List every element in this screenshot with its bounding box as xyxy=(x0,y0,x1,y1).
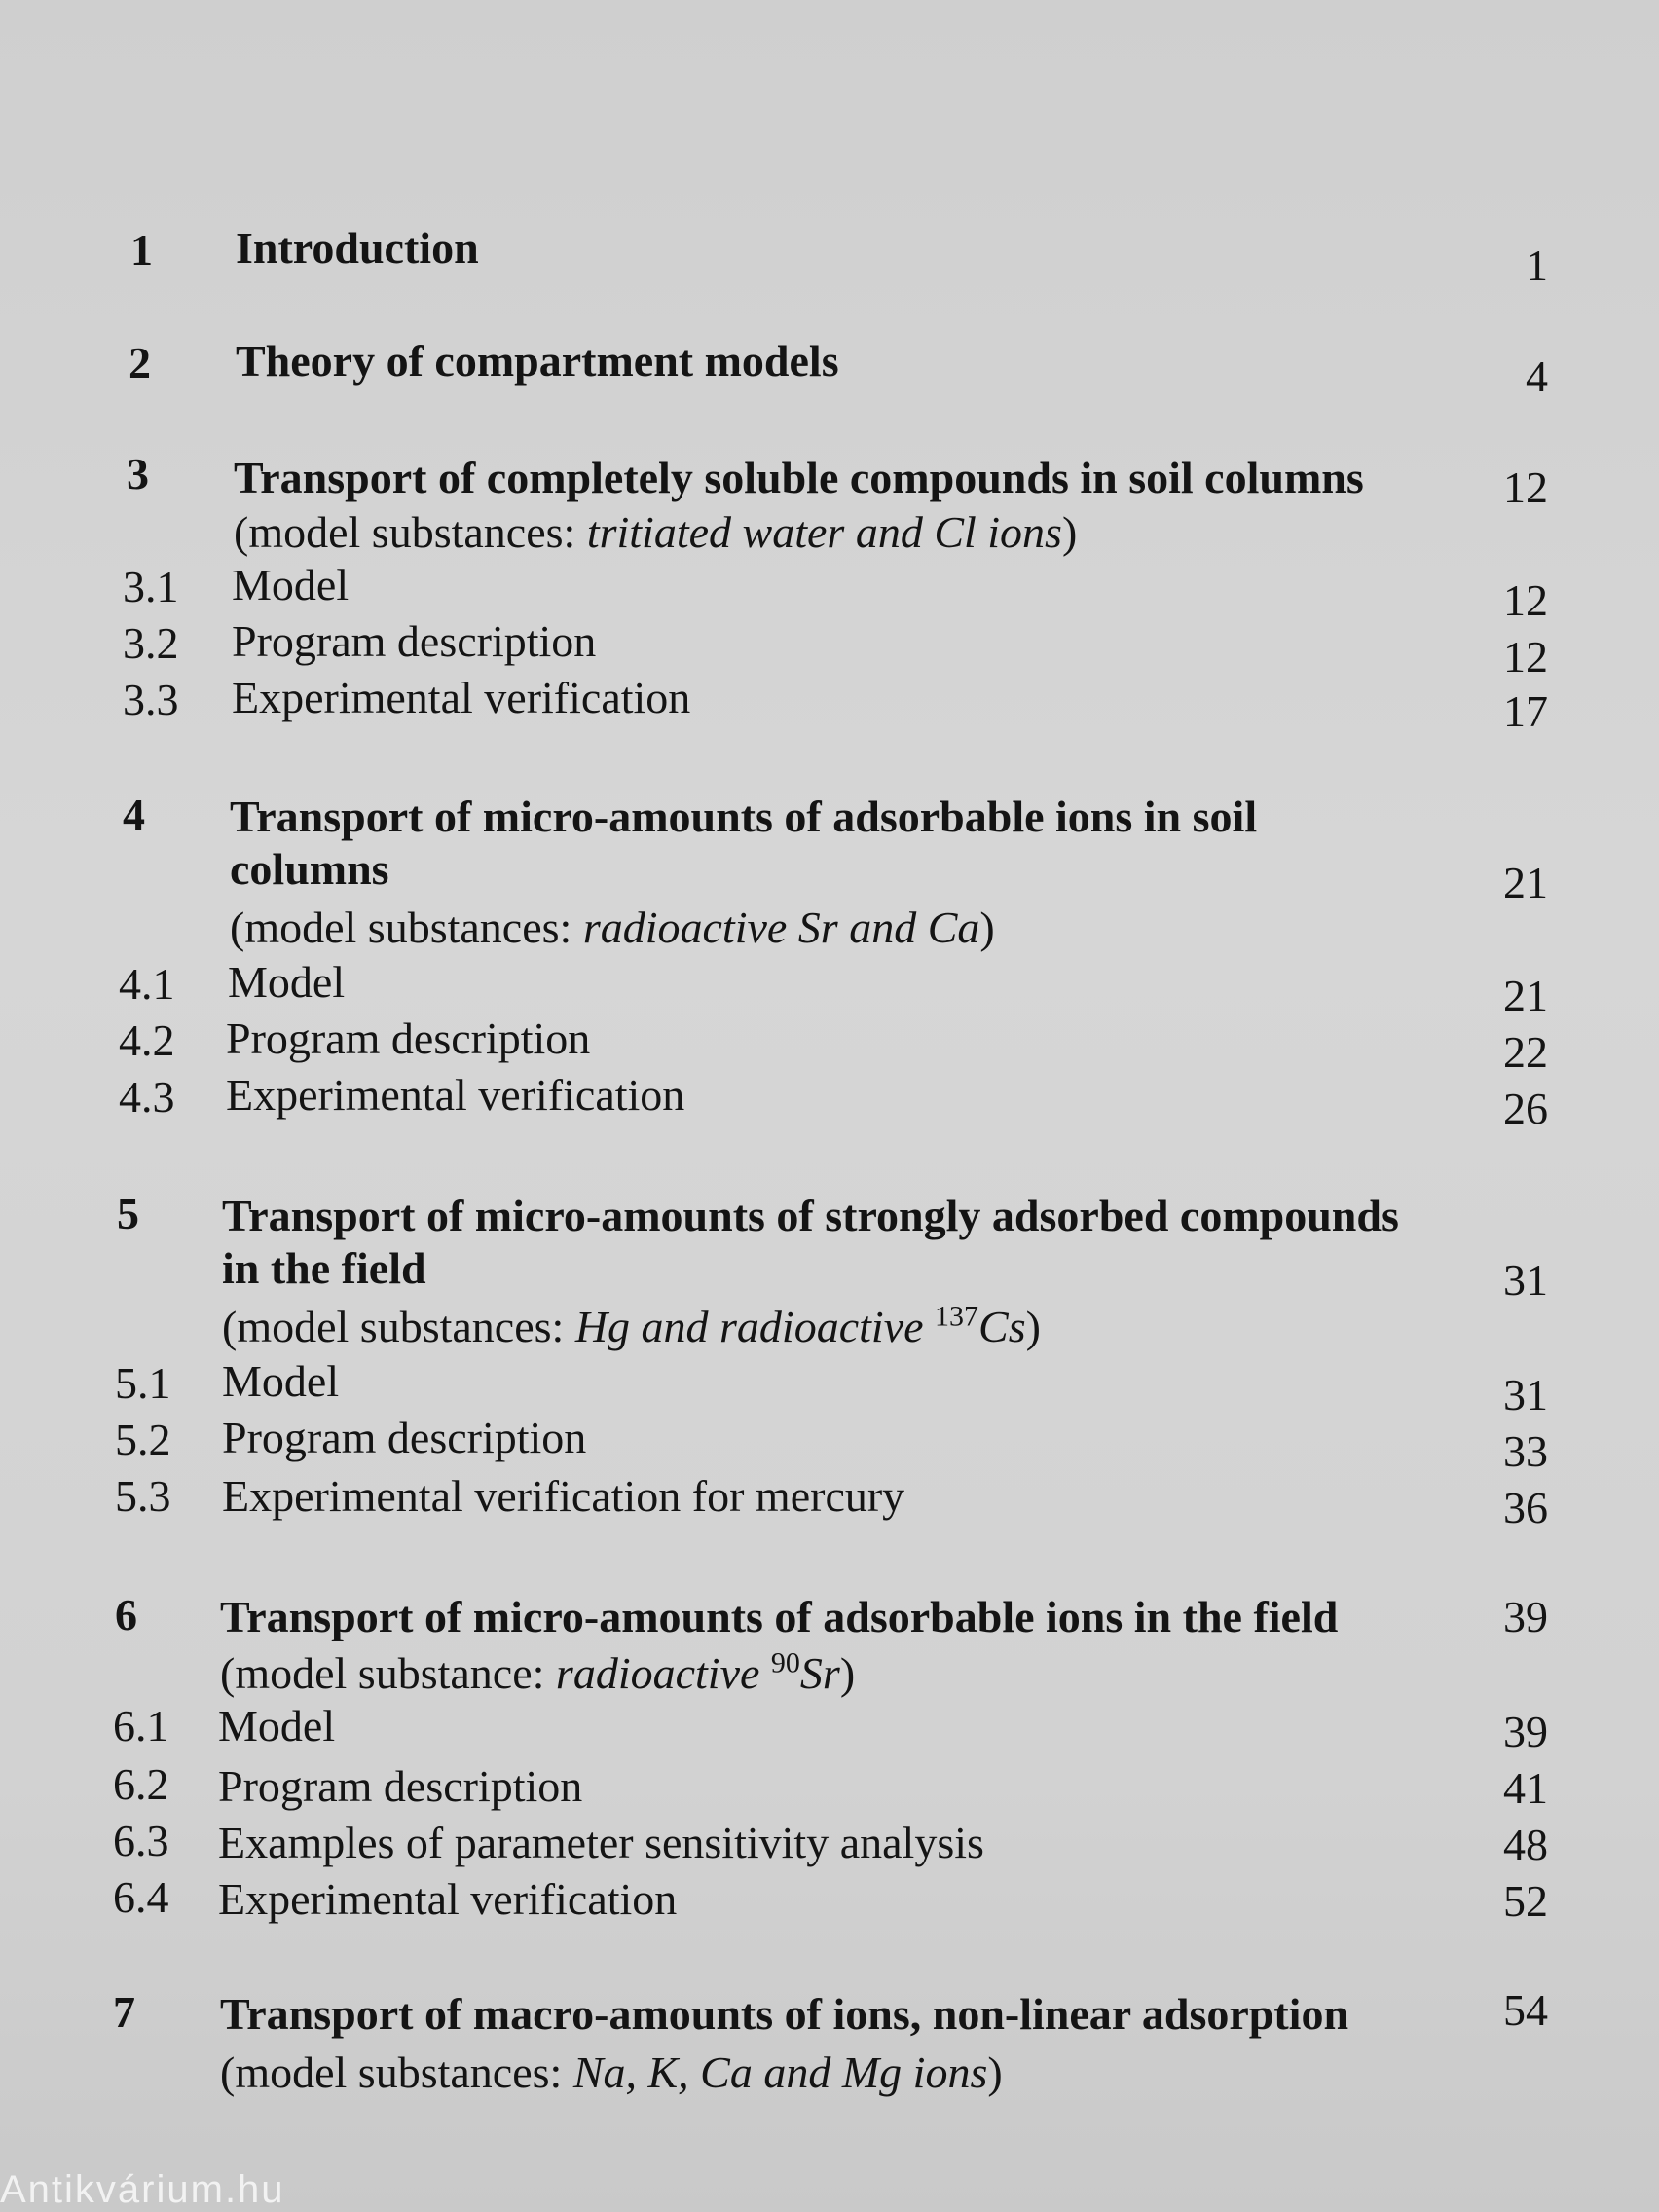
chapter-number: 3 xyxy=(127,449,149,498)
chapter-title-line-1: Transport of micro-amounts of adsorbable ions in soil xyxy=(230,792,1258,841)
page-number: 54 xyxy=(1503,1985,1548,2035)
chapter-subtitle: (model substances: radioactive Sr and Ca) xyxy=(230,903,995,952)
chapter-title-line-1: Transport of micro-amounts of strongly adsorbed compounds xyxy=(222,1191,1399,1240)
section-number: 6.4 xyxy=(113,1872,169,1922)
section-number: 4.1 xyxy=(119,959,175,1009)
section-title: Model xyxy=(222,1356,340,1406)
page-number: 12 xyxy=(1503,575,1548,625)
chapter-number: 4 xyxy=(123,790,145,839)
page-number: 4 xyxy=(1526,351,1548,401)
watermark: Antikvárium.hu xyxy=(0,2168,285,2211)
page-number: 12 xyxy=(1503,632,1548,682)
chapter-number: 1 xyxy=(130,225,153,275)
section-title: Experimental verification xyxy=(218,1874,678,1924)
section-number: 6.1 xyxy=(113,1701,169,1751)
section-title: Experimental verification xyxy=(232,673,691,722)
section-title: Experimental verification for mercury xyxy=(222,1471,905,1521)
chapter-title: Transport of completely soluble compounds in soil columns xyxy=(234,453,1364,502)
page-number: 41 xyxy=(1503,1763,1548,1813)
page-number: 12 xyxy=(1503,462,1548,512)
chapter-title: Introduction xyxy=(236,223,479,273)
section-title: Model xyxy=(232,560,350,609)
page-number: 39 xyxy=(1503,1707,1548,1756)
chapter-subtitle: (model substances: Hg and radioactive $^{137}$Cs) xyxy=(222,1300,1041,1351)
page-number: 21 xyxy=(1503,971,1548,1020)
section-title: Program description xyxy=(232,616,597,666)
chapter-title: Transport of macro-amounts of ions, non-linear adsorption xyxy=(220,1989,1349,2039)
page-number: 22 xyxy=(1503,1027,1548,1077)
section-number: 5.3 xyxy=(115,1471,171,1521)
chapter-number: 2 xyxy=(129,338,151,387)
section-title: Program description xyxy=(226,1014,591,1063)
chapter-title: Transport of micro-amounts of adsorbable ions in the field xyxy=(220,1592,1339,1641)
section-title: Program description xyxy=(222,1413,587,1462)
page-number: 26 xyxy=(1503,1084,1548,1133)
chapter-number: 7 xyxy=(113,1987,135,2037)
section-title: Model xyxy=(228,957,346,1007)
chapter-number: 5 xyxy=(117,1189,139,1238)
section-number: 6.3 xyxy=(113,1816,169,1865)
section-number: 6.2 xyxy=(113,1759,169,1809)
section-number: 3.3 xyxy=(123,675,179,724)
section-number: 3.2 xyxy=(123,618,179,668)
section-number: 5.2 xyxy=(115,1415,171,1464)
page-number: 17 xyxy=(1503,686,1548,736)
page-number: 1 xyxy=(1526,240,1548,290)
section-title: Experimental verification xyxy=(226,1070,685,1120)
section-title: Examples of parameter sensitivity analysis xyxy=(218,1818,984,1867)
section-number: 4.3 xyxy=(119,1072,175,1122)
chapter-title: Theory of compartment models xyxy=(236,336,839,386)
page-number: 33 xyxy=(1503,1426,1548,1476)
page-number: 39 xyxy=(1503,1592,1548,1641)
page-number: 48 xyxy=(1503,1820,1548,1869)
page-number: 31 xyxy=(1503,1255,1548,1305)
page-number: 21 xyxy=(1503,858,1548,907)
section-number: 5.1 xyxy=(115,1358,171,1408)
page-number: 52 xyxy=(1503,1876,1548,1926)
section-title: Program description xyxy=(218,1761,583,1811)
page-number: 31 xyxy=(1503,1370,1548,1419)
chapter-title-line-2: columns xyxy=(230,844,389,894)
chapter-title-line-2: in the field xyxy=(222,1243,426,1293)
section-title: Model xyxy=(218,1701,336,1751)
chapter-subtitle: (model substances: tritiated water and Cl ions) xyxy=(234,507,1078,557)
chapter-number: 6 xyxy=(115,1590,137,1640)
chapter-subtitle: (model substance: radioactive $^{90}$Sr) xyxy=(220,1646,856,1698)
chapter-subtitle: (model substances: Na, K, Ca and Mg ions) xyxy=(220,2047,1003,2097)
section-number: 4.2 xyxy=(119,1015,175,1065)
section-number: 3.1 xyxy=(123,562,179,611)
page-number: 36 xyxy=(1503,1483,1548,1532)
